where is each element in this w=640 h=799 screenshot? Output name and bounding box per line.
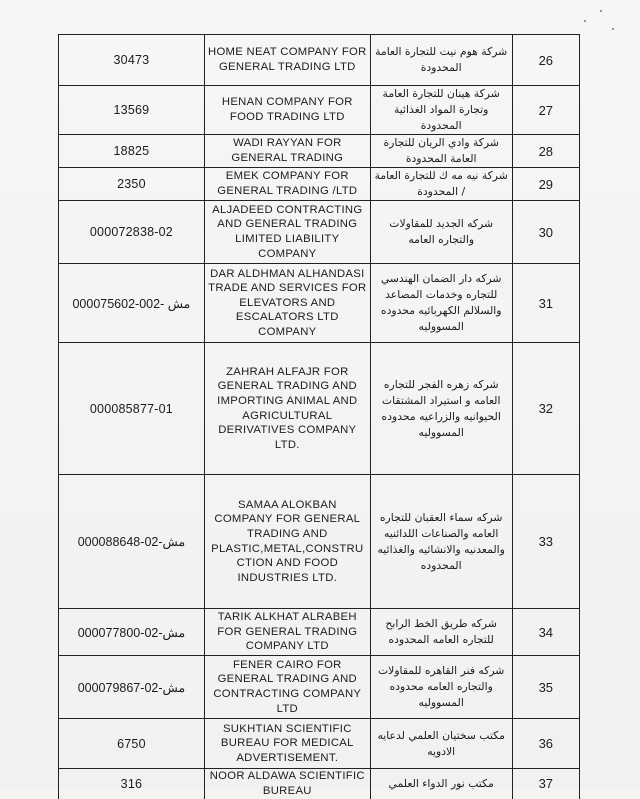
arabic-name: مكتب نور الدواء العلمي <box>370 769 512 799</box>
english-name: ALJADEED CONTRACTING AND GENERAL TRADING LIMITED LIABILITY COMPANY <box>204 201 370 264</box>
arabic-name: شركه فنر القاهره للمقاولات والتجاره العامه محدوده المسووليه <box>370 656 512 719</box>
arabic-name: شركة هينان للتجارة العامة وتجارة المواد الغذائية المحدودة <box>370 86 512 135</box>
arabic-name: شركه سماء العقبان للتجاره العامه والصناعات اللدائنيه والمعدنيه والانشائيه والغذائيه المحدوده <box>370 475 512 609</box>
arabic-name: شركة نيه مه ك للتجارة العامة / المحدودة <box>370 168 512 201</box>
table-row <box>59 475 580 609</box>
registration-number: 000085877-01 <box>59 343 205 475</box>
english-name: HENAN COMPANY FOR FOOD TRADING LTD <box>204 86 370 135</box>
row-number: 33 <box>512 475 579 609</box>
registration-number: 2350 <box>59 168 205 201</box>
arabic-name: شركه الجديد للمقاولات والتجاره العامه <box>370 201 512 264</box>
table-row <box>59 35 580 86</box>
registration-number: 30473 <box>59 35 205 86</box>
english-name: HOME NEAT COMPANY FOR GENERAL TRADING LTD <box>204 35 370 86</box>
english-name: NOOR ALDAWA SCIENTIFIC BUREAU <box>204 769 370 799</box>
table-row <box>59 769 580 799</box>
english-name: ZAHRAH ALFAJR FOR GENERAL TRADING AND IMPORTING ANIMAL AND AGRICULTURAL DERIVATIVES COMPANY LTD. <box>204 343 370 475</box>
arabic-name: مكتب سختيان العلمي لدعايه الادويه <box>370 719 512 769</box>
table-row <box>59 609 580 656</box>
registration-number: 316 <box>59 769 205 799</box>
row-number: 31 <box>512 264 579 343</box>
registration-number: 13569 <box>59 86 205 135</box>
english-name: DAR ALDHMAN ALHANDASI TRADE AND SERVICES FOR ELEVATORS AND ESCALATORS LTD COMPANY <box>204 264 370 343</box>
table-row <box>59 135 580 168</box>
registration-number: 6750 <box>59 719 205 769</box>
registration-number: 18825 <box>59 135 205 168</box>
table-row <box>59 264 580 343</box>
row-number: 35 <box>512 656 579 719</box>
english-name: EMEK COMPANY FOR GENERAL TRADING /LTD <box>204 168 370 201</box>
table-body <box>59 35 580 799</box>
row-number: 34 <box>512 609 579 656</box>
table-row <box>59 656 580 719</box>
table-row <box>59 201 580 264</box>
arabic-name: شركه دار الضمان الهندسي للتجاره وخدمات المصاعد والسلالم الكهربائيه محدوده المسووليه <box>370 264 512 343</box>
registration-number: مش -002-000075602 <box>59 264 205 343</box>
registration-number: مش-02-000088648 <box>59 475 205 609</box>
english-name: SAMAA ALOKBAN COMPANY FOR GENERAL TRADING AND PLASTIC,METAL,CONSTRU CTION AND FOOD INDUSTRIES LTD. <box>204 475 370 609</box>
row-number: 30 <box>512 201 579 264</box>
scan-specks <box>582 6 622 36</box>
english-name: TARIK ALKHAT ALRABEH FOR GENERAL TRADING COMPANY LTD <box>204 609 370 656</box>
row-number: 36 <box>512 719 579 769</box>
arabic-name: شركة وادي الريان للتجارة العامة المحدودة <box>370 135 512 168</box>
arabic-name: شركة هوم نيت للتجارة العامة المحدودة <box>370 35 512 86</box>
english-name: WADI RAYYAN FOR GENERAL TRADING <box>204 135 370 168</box>
table-row <box>59 719 580 769</box>
row-number: 32 <box>512 343 579 475</box>
arabic-name: شركه طريق الخط الرابح للتجاره العامه المحدوده <box>370 609 512 656</box>
row-number: 26 <box>512 35 579 86</box>
registration-number: 000072838-02 <box>59 201 205 264</box>
english-name: SUKHTIAN SCIENTIFIC BUREAU FOR MEDICAL ADVERTISEMENT. <box>204 719 370 769</box>
company-register-table <box>58 34 580 799</box>
row-number: 37 <box>512 769 579 799</box>
arabic-name: شركه زهره الفجر للتجاره العامه و استيراد المشتقات الحيوانيه والزراعيه محدوده المسووليه <box>370 343 512 475</box>
table-row <box>59 168 580 201</box>
table-row <box>59 86 580 135</box>
registration-number: مش-02-000077800 <box>59 609 205 656</box>
table-row <box>59 343 580 475</box>
row-number: 28 <box>512 135 579 168</box>
row-number: 27 <box>512 86 579 135</box>
registration-number: مش-02-000079867 <box>59 656 205 719</box>
row-number: 29 <box>512 168 579 201</box>
english-name: FENER CAIRO FOR GENERAL TRADING AND CONTRACTING COMPANY LTD <box>204 656 370 719</box>
